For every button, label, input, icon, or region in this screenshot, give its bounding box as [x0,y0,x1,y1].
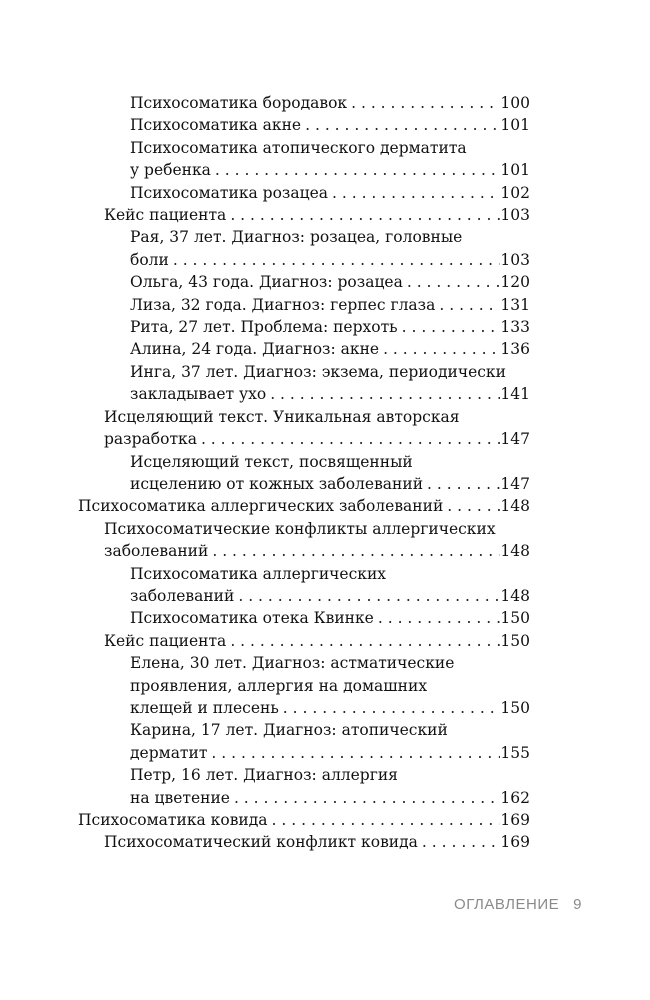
leader-dots [211,159,501,181]
toc-entry-title: Кейс пациента [104,206,227,225]
leader-dots [279,697,501,719]
toc-entry-page: 102 [500,183,530,202]
toc-entry-title: дерматит [130,743,208,762]
toc-entry[interactable] [78,316,530,338]
toc-entry-title: Ольга, 43 года. Диагноз: розацеа [130,273,403,292]
toc-entry-title: разработка [104,430,197,449]
toc-entry-title-line: Исцеляющий текст, посвященный [130,452,413,471]
toc-entry[interactable] [78,607,530,629]
toc-entry-title: заболеваний [104,542,209,561]
toc-entry-title: Психосоматика бородавок [130,94,348,112]
toc-entry-title-line: Психосоматика аллергических [130,564,387,583]
toc-entry-page: 148 [500,542,530,561]
toc-entry[interactable] [78,338,530,360]
leader-dots [169,249,501,271]
leader-dots [226,204,500,226]
toc-entry-page: 101 [500,116,530,135]
toc-entry-title-line: Рая, 37 лет. Диагноз: розацеа, головные [130,228,463,247]
toc-entry-page: 131 [500,295,530,314]
leader-dots [347,92,500,114]
toc-entry[interactable] [78,495,530,517]
toc-entry[interactable] [78,406,530,451]
toc-entry[interactable] [78,182,530,204]
toc-entry[interactable] [78,563,530,608]
toc-entry-page: 150 [500,631,530,650]
toc-entry[interactable] [78,294,530,316]
toc-entry-title: Психосоматика розацеа [130,183,329,202]
toc-entry-page: 148 [500,497,530,516]
toc-entry[interactable] [78,361,530,406]
toc-entry-title: Психосоматика отека Квинке [130,609,374,628]
toc-entry[interactable] [78,137,530,182]
leader-dots [423,473,500,495]
toc-entry-page: 150 [500,609,530,628]
leader-dots [403,271,501,293]
toc-entry-title-line: Елена, 30 лет. Диагноз: астматические проявления, аллергия на домашних [130,654,455,695]
toc-entry-title: заболеваний [130,586,235,605]
toc-entry[interactable] [78,630,530,652]
leader-dots [418,831,501,853]
toc-entry-title: Психосоматика аллергических заболеваний [78,497,444,516]
toc-entry-title-line: Психосоматические конфликты аллергических [104,519,496,538]
leader-dots [234,585,500,607]
toc-entry-title-line: Психосоматика атопического дерматита [130,138,467,157]
toc-entry-page: 136 [500,340,530,359]
page-footer [0,896,582,913]
toc-entry[interactable] [78,226,530,271]
toc-entry[interactable] [78,114,530,136]
toc-entry-title: на цветение [130,788,230,807]
table-of-contents [78,92,530,854]
leader-dots [266,383,500,405]
leader-dots [374,607,501,629]
leader-dots [268,809,501,831]
toc-entry-page: 103 [500,250,530,269]
toc-entry-page: 147 [500,430,530,449]
toc-entry-page: 150 [500,698,530,717]
toc-entry-title: у ребенка [130,161,211,180]
leader-dots [230,787,500,809]
toc-entry-page: 169 [500,811,530,829]
toc-entry[interactable] [78,831,530,853]
toc-entry-title: закладывает ухо [130,385,267,404]
leader-dots [301,114,500,136]
toc-entry-page: 148 [500,586,530,605]
toc-entry-title: исцелению от кожных заболеваний [130,474,424,493]
toc-entry[interactable] [78,451,530,496]
leader-dots [197,428,500,450]
leader-dots [328,182,500,204]
leader-dots [379,338,500,360]
toc-entry-title: Лиза, 32 года. Диагноз: герпес глаза [130,295,436,314]
toc-entry[interactable] [78,719,530,764]
leader-dots [398,316,501,338]
leader-dots [443,495,500,517]
toc-entry-title: Кейс пациента [104,631,227,650]
toc-entry-title-line: Инга, 37 лет. Диагноз: экзема, периодически [130,362,506,381]
toc-entry-page: 147 [500,474,530,493]
toc-entry-page: 133 [500,318,530,337]
toc-entry[interactable] [78,518,530,563]
leader-dots [207,742,500,764]
toc-entry[interactable] [78,652,530,719]
toc-entry-page: 155 [500,743,530,762]
toc-entry-page: 103 [500,206,530,225]
toc-entry-page: 141 [500,385,530,404]
leader-dots [226,630,500,652]
toc-entry-title: Психосоматический конфликт ковида [104,833,418,852]
toc-entry[interactable] [78,92,530,114]
toc-entry-title: клещей и плесень [130,698,279,717]
toc-entry-title-line: Петр, 16 лет. Диагноз: аллергия [130,766,398,785]
running-section-title: ОГЛАВЛЕНИЕ [454,896,560,913]
toc-entry-title-line: Карина, 17 лет. Диагноз: атопический [130,721,448,740]
toc-entry-page: 162 [500,788,530,807]
toc-entry-title: боли [130,250,169,269]
page-number: 9 [573,896,582,913]
toc-entry-page: 169 [500,833,530,852]
toc-entry[interactable] [78,809,530,831]
toc-entry-title: Психосоматика ковида [78,811,268,829]
toc-entry-page: 120 [500,273,530,292]
leader-dots [208,540,500,562]
leader-dots [435,294,500,316]
toc-entry-title: Психосоматика акне [130,116,302,135]
toc-entry[interactable] [78,204,530,226]
toc-entry[interactable] [78,271,530,293]
toc-entry-title: Алина, 24 года. Диагноз: акне [130,340,380,359]
toc-entry-page: 100 [500,94,530,112]
toc-entry-title: Рита, 27 лет. Проблема: перхоть [130,318,398,337]
toc-entry-title-line: Исцеляющий текст. Уникальная авторская [104,407,460,426]
toc-entry-page: 101 [500,161,530,180]
toc-entry[interactable] [78,764,530,809]
